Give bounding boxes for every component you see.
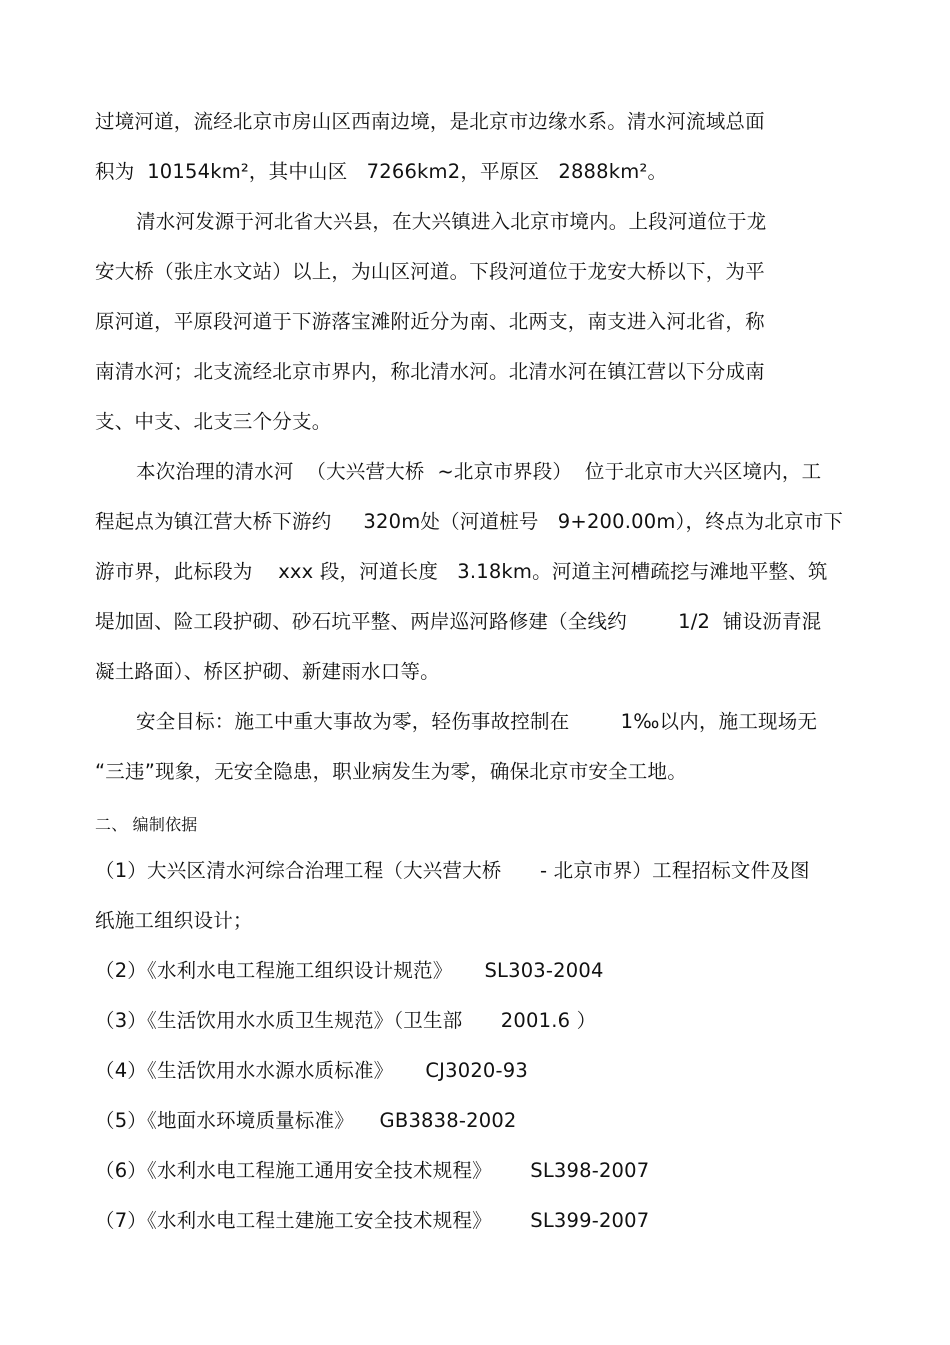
- paragraph-line: 过境河道，流经北京市房山区西南边境，是北京市边缘水系。清水河流域总面: [95, 110, 765, 133]
- paragraph-line: 积为 10154km²，其中山区 7266km2，平原区 2888km²。: [95, 160, 668, 183]
- paragraph-line: 原河道，平原段河道于下游落宝滩附近分为南、北两支，南支进入河北省，称: [95, 310, 765, 333]
- paragraph-line: 程起点为镇江营大桥下游约 320m处（河道桩号 9+200.00m），终点为北京市下: [95, 510, 844, 533]
- reference-item: （7）《水利水电工程土建施工安全技术规程》 SL399-2007: [95, 1209, 650, 1232]
- reference-line: 纸施工组织设计；: [95, 909, 253, 932]
- reference-item: （6）《水利水电工程施工通用安全技术规程》 SL398-2007: [95, 1159, 650, 1182]
- section-heading: 二、 编制依据: [95, 815, 198, 834]
- paragraph-line: 本次治理的清水河 （大兴营大桥 ~北京市界段） 位于北京市大兴区境内，工: [136, 460, 822, 483]
- reference-item: （4）《生活饮用水水源水质标准》 CJ3020-93: [95, 1059, 528, 1082]
- paragraph-line: 南清水河；北支流经北京市界内，称北清水河。北清水河在镇江营以下分成南: [95, 360, 765, 383]
- paragraph-line: 游市界，此标段为 xxx 段，河道长度 3.18km。河道主河槽疏挖与滩地平整、筑: [95, 560, 828, 583]
- paragraph-line: 清水河发源于河北省大兴县，在大兴镇进入北京市境内。上段河道位于龙: [136, 210, 767, 233]
- paragraph-line: 安大桥（张庄水文站）以上，为山区河道。下段河道位于龙安大桥以下，为平: [95, 260, 765, 283]
- reference-item: （2）《水利水电工程施工组织设计规范》 SL303-2004: [95, 959, 604, 982]
- reference-item: （3）《生活饮用水水质卫生规范》（卫生部 2001.6 ）: [95, 1009, 597, 1032]
- paragraph-line: 安全目标：施工中重大事故为零，轻伤事故控制在 1‰以内，施工现场无: [136, 710, 818, 733]
- paragraph-line: “三违”现象，无安全隐患，职业病发生为零，确保北京市安全工地。: [95, 760, 687, 783]
- paragraph-line: 凝土路面）、桥区护砌、新建雨水口等。: [95, 660, 440, 683]
- reference-line: （1）大兴区清水河综合治理工程（大兴营大桥 - 北京市界）工程招标文件及图: [95, 859, 810, 882]
- paragraph-line: 支、中支、北支三个分支。: [95, 410, 332, 433]
- paragraph-line: 堤加固、险工段护砌、砂石坑平整、两岸巡河路修建（全线约 1/2 铺设沥青混: [95, 610, 822, 633]
- reference-item: （5）《地面水环境质量标准》 GB3838-2002: [95, 1109, 517, 1132]
